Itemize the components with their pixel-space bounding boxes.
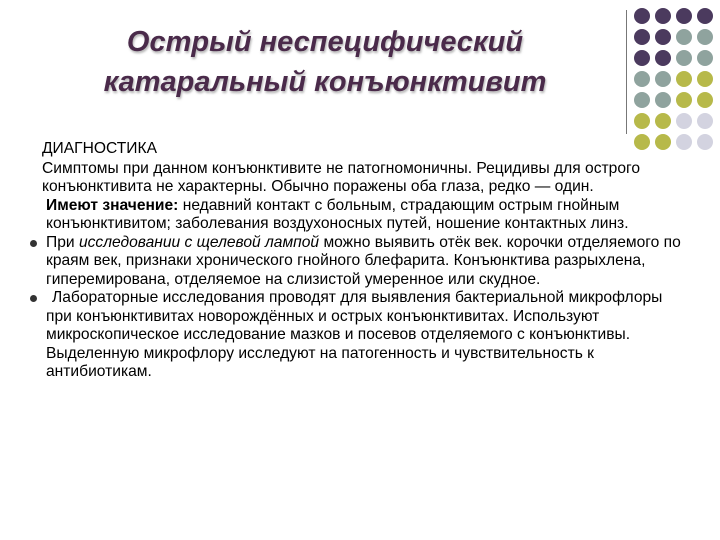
decorative-dot [697, 8, 713, 24]
decorative-dot [676, 50, 692, 66]
slit-lamp-term: исследовании с щелевой лампой [78, 233, 320, 251]
decorative-dot [697, 29, 713, 45]
decorative-dot [655, 113, 671, 129]
bullet-icon [30, 295, 37, 302]
significance-text: недавний контакт с больным, страдающим острым гнойным конъюнктивитом; заболевания воздухоносных путей, ношение контактных линз. [46, 196, 629, 232]
decorative-dot [676, 71, 692, 87]
title-line-2: катаральный конъюнктивит [103, 66, 547, 98]
decorative-dot [697, 71, 713, 87]
decorative-dot [634, 92, 650, 108]
slide-body [30, 140, 690, 382]
decorative-dot [676, 8, 692, 24]
decorative-dot [655, 50, 671, 66]
paragraph-significance [30, 197, 690, 234]
decorative-dot [676, 113, 692, 129]
decorative-dot [634, 71, 650, 87]
slide-title [40, 22, 610, 102]
decorative-dot [676, 29, 692, 45]
list-item-lab-tests [30, 289, 690, 382]
decorative-dot [697, 113, 713, 129]
decorative-dot [697, 50, 713, 66]
decorative-dot [655, 29, 671, 45]
decorative-vertical-line [626, 10, 627, 134]
decorative-dot [676, 92, 692, 108]
section-heading: ДИАГНОСТИКА [42, 140, 157, 157]
list-item-slit-lamp [30, 234, 690, 290]
significance-label: Имеют значение: [46, 196, 179, 214]
lab-tests-text: Лабораторные исследования проводят для выявления бактериальной микрофлоры при конъюнктивитах новорождённых и острых конъюнктивитах. Используют микроскопическое исследование мазков и посевов отделяемого с конъюнктивы. Выделенную микрофлору исследуют на патогенность и чувствительность к антибиотикам. [46, 289, 663, 380]
decorative-dot [655, 8, 671, 24]
decorative-dot [655, 71, 671, 87]
decorative-dot [634, 113, 650, 129]
decorative-dot [634, 29, 650, 45]
slit-lamp-prefix: При [46, 233, 79, 251]
decorative-dot [634, 50, 650, 66]
decorative-dot-grid [634, 8, 715, 152]
decorative-dot [655, 92, 671, 108]
decorative-dot [634, 8, 650, 24]
title-line-1: Острый неспецифический [126, 26, 524, 58]
decorative-dot [697, 134, 713, 150]
decorative-dot [697, 92, 713, 108]
paragraph-symptoms: Симптомы при данном конъюнктивите не патогномоничны. Рецидивы для острого конъюнктивита не характерны. Обычно поражены оба глаза, редко — один. [42, 159, 641, 195]
slit-lamp-text: можно выявить отёк век. корочки отделяемого по краям век, признаки хронического гнойного блефарита. Конъюнктива разрыхлена, гиперемирована, отделяемое на слизистой умеренное или скудное. [46, 233, 681, 288]
bullet-icon [30, 240, 37, 247]
